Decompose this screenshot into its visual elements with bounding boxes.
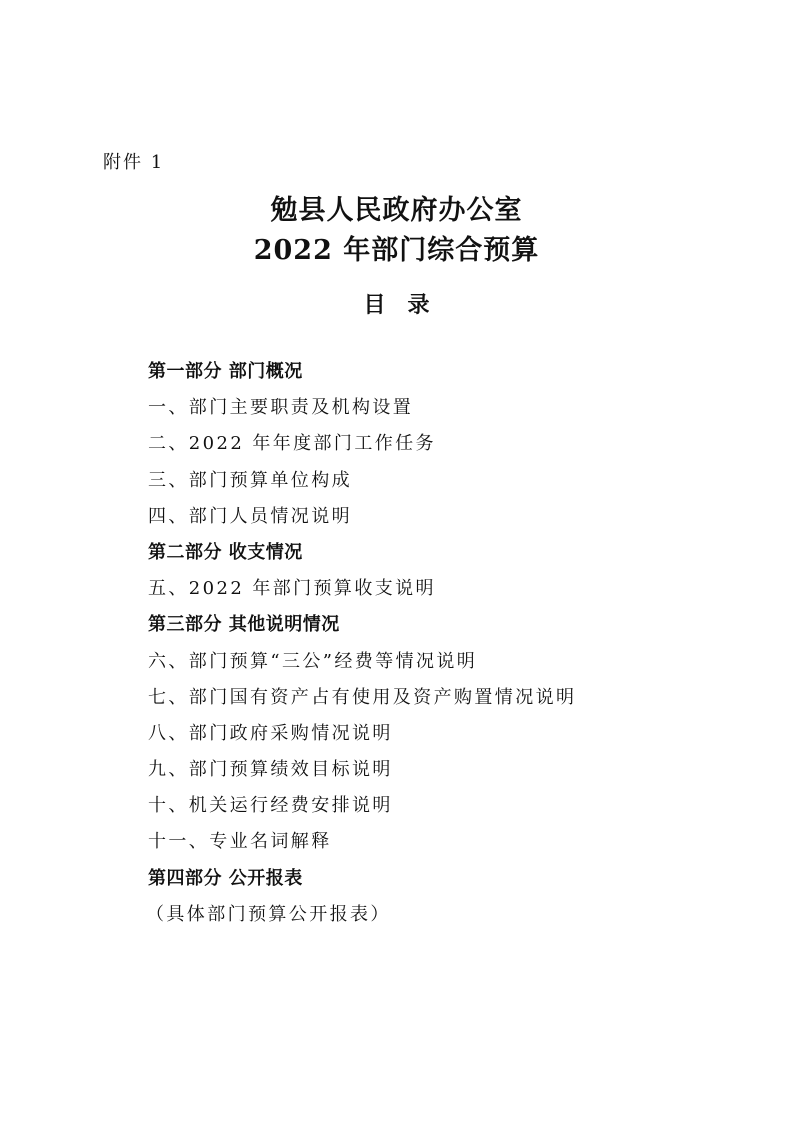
toc-item-5: 五、2022 年部门预算收支说明	[148, 578, 436, 600]
toc-note: （具体部门预算公开报表）	[146, 903, 391, 925]
toc-item-2: 二、2022 年年度部门工作任务	[148, 433, 436, 455]
toc-item-3: 三、部门预算单位构成	[148, 469, 352, 491]
toc-part-4: 第四部分 公开报表	[148, 867, 303, 889]
document-title-line-1: 勉县人民政府办公室	[270, 195, 523, 226]
toc-part-3: 第三部分 其他说明情况	[148, 614, 340, 636]
toc-item-4: 四、部门人员情况说明	[148, 505, 352, 527]
toc-item-9: 九、部门预算绩效目标说明	[148, 759, 393, 781]
toc-item-6: 六、部门预算“三公”经费等情况说明	[148, 650, 478, 672]
toc-part-1: 第一部分 部门概况	[148, 361, 303, 382]
table-of-contents	[148, 354, 748, 933]
document-title-line-2: 2022 年部门综合预算	[253, 235, 540, 266]
toc-item-10: 十、机关运行经费安排说明	[148, 795, 393, 817]
toc-item-11: 十一、专业名词解释	[148, 831, 332, 853]
toc-item-7: 七、部门国有资产占有使用及资产购置情况说明	[148, 686, 577, 708]
toc-heading: 目录	[363, 293, 452, 318]
attachment-label: 附件 1	[103, 152, 165, 173]
toc-part-2: 第二部分 收支情况	[148, 541, 303, 563]
toc-item-8: 八、部门政府采购情况说明	[148, 722, 393, 744]
toc-item-1: 一、部门主要职责及机构设置	[148, 397, 414, 419]
